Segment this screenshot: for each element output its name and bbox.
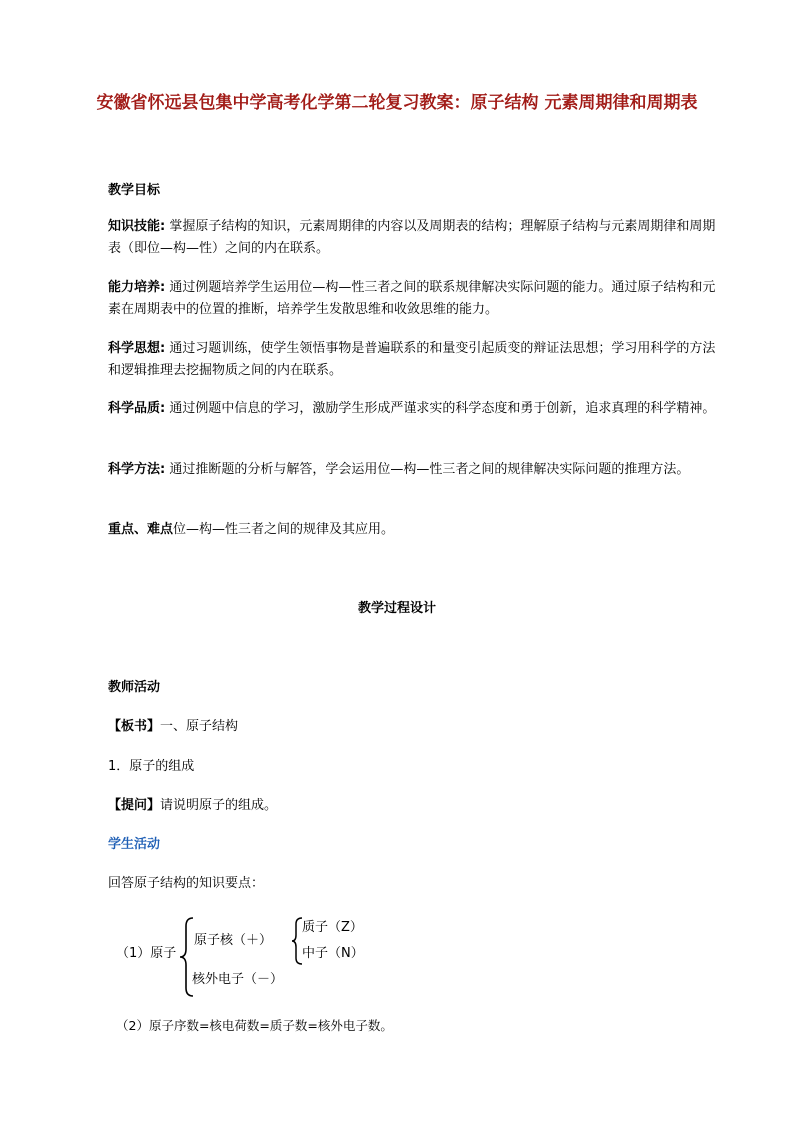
document-title: 安徽省怀远县包集中学高考化学第二轮复习教案：原子结构 元素周期律和周期表 — [96, 93, 698, 113]
key-points-text: 位—构—性三者之间的规律及其应用。 — [173, 522, 395, 537]
goal-ability-label: 能力培养: — [108, 280, 166, 295]
board-label: 【板书】 — [108, 719, 161, 734]
board-text: 一、原子结构 — [160, 719, 239, 734]
goal-quality — [108, 398, 720, 420]
goal-method-text: 通过推断题的分析与解答，学会运用位—构—性三者之间的规律解决实际问题的推理方法。 — [165, 462, 690, 477]
item-atom-composition: 1．原子的组成 — [108, 759, 195, 774]
goal-thought-label: 科学思想: — [108, 341, 166, 356]
question-label: 【提问】 — [108, 798, 161, 813]
process-heading: 教学过程设计 — [357, 601, 436, 616]
goal-method-label: 科学方法: — [108, 462, 166, 477]
atomic-number-equation: （2）原子序数=核电荷数=质子数=核外电子数。 — [116, 1018, 393, 1033]
goal-quality-text: 通过例题中信息的学习，激励学生形成严谨求实的科学态度和勇于创新，追求真理的科学精神。 — [165, 401, 716, 416]
goal-thought — [108, 338, 720, 382]
diagram-proton: 质子（Z） — [302, 920, 363, 935]
diagram-atom-label: （1）原子 — [116, 946, 177, 961]
goal-knowledge — [108, 216, 720, 260]
goal-thought-text: 通过习题训练，使学生领悟事物是普遍联系的和量变引起质变的辩证法思想；学习用科学的方法和逻辑推理去挖掘物质之间的内在联系。 — [108, 341, 716, 378]
diagram-electrons: 核外电子（－） — [192, 972, 284, 987]
goal-knowledge-text: 掌握原子结构的知识，元素周期律的内容以及周期表的结构；理解原子结构与元素周期律和周期表（即位—构—性）之间的内在联系。 — [108, 219, 716, 256]
goal-method — [108, 459, 720, 481]
student-heading: 学生活动 — [108, 837, 161, 852]
goal-ability-text: 通过例题培养学生运用位—构—性三者之间的联系规律解决实际问题的能力。通过原子结构和元素在周期表中的位置的推断，培养学生发散思维和收敛思维的能力。 — [108, 280, 716, 317]
question-text: 请说明原子的组成。 — [160, 798, 278, 813]
student-intro: 回答原子结构的知识要点： — [108, 876, 265, 891]
goal-key-points — [108, 519, 720, 541]
goal-ability — [108, 277, 720, 321]
key-points-label: 重点、难点 — [108, 522, 174, 537]
question-line — [108, 795, 720, 817]
teacher-heading: 教师活动 — [108, 680, 161, 695]
diagram-neutron: 中子（N） — [302, 946, 364, 961]
goal-knowledge-label: 知识技能: — [108, 219, 166, 234]
goals-heading: 教学目标 — [108, 183, 161, 198]
board-line — [108, 716, 720, 738]
goal-quality-label: 科学品质: — [108, 401, 166, 416]
diagram-nucleus: 原子核（＋） — [194, 933, 273, 948]
